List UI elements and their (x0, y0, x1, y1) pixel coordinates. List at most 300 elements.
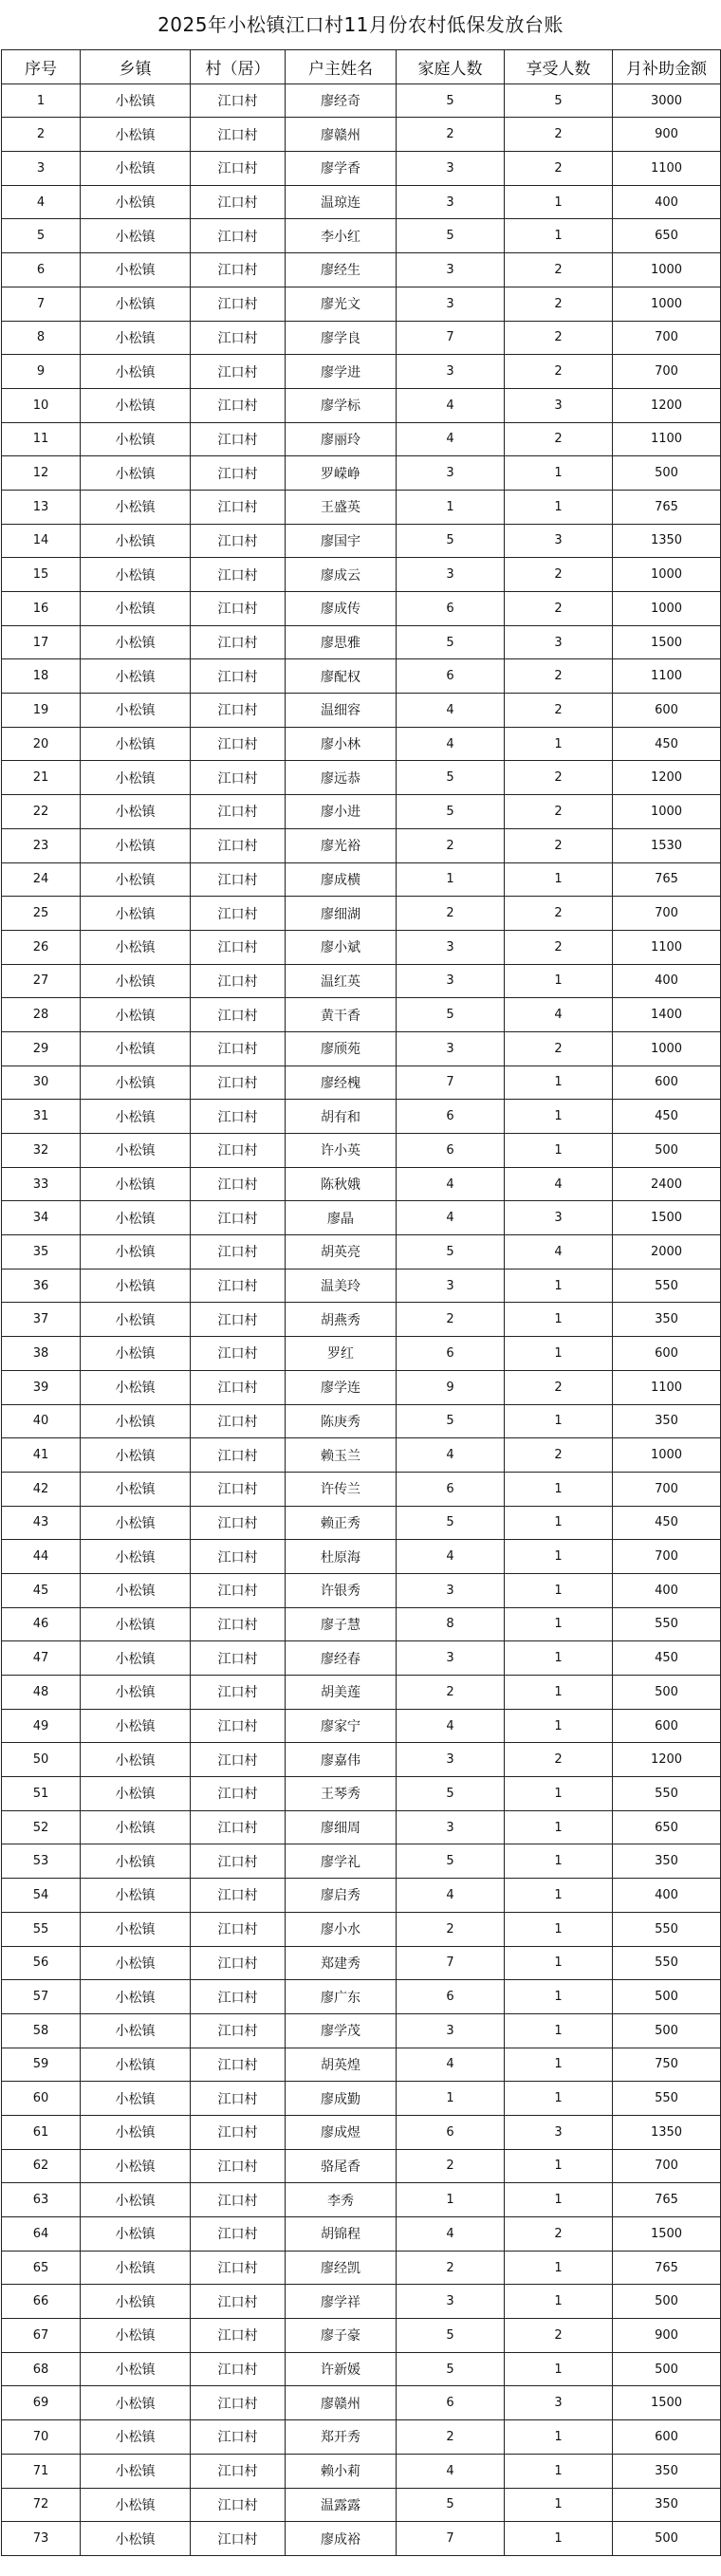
row-index-cell: 18 (2, 659, 81, 694)
row-beneficiaries-cell: 2 (505, 694, 613, 728)
row-township-cell: 小松镇 (81, 1777, 191, 1811)
row-monthly-amount-cell: 3000 (613, 83, 721, 118)
row-index-cell: 70 (2, 2420, 81, 2455)
row-village-cell: 江口村 (191, 185, 286, 219)
row-family-size-cell: 1 (397, 490, 505, 524)
row-householder-cell: 廖小林 (286, 727, 397, 761)
row-householder-cell: 廖子慧 (286, 1607, 397, 1641)
row-index-cell: 11 (2, 422, 81, 456)
table-row (2, 83, 721, 118)
row-householder-cell: 廖成云 (286, 558, 397, 592)
row-family-size-cell: 6 (397, 592, 505, 626)
row-monthly-amount-cell: 750 (613, 2048, 721, 2082)
row-index-cell: 31 (2, 1100, 81, 1134)
row-family-size-cell: 3 (397, 1031, 505, 1066)
row-beneficiaries-cell: 1 (505, 1100, 613, 1134)
row-family-size-cell: 5 (397, 795, 505, 829)
row-index-cell: 20 (2, 727, 81, 761)
row-index-cell: 61 (2, 2115, 81, 2149)
row-householder-cell: 许银秀 (286, 1573, 397, 1607)
row-village-cell: 江口村 (191, 761, 286, 795)
table-row (2, 355, 721, 389)
table-row (2, 1844, 721, 1879)
row-index-cell: 2 (2, 118, 81, 152)
row-township-cell: 小松镇 (81, 930, 191, 964)
row-township-cell: 小松镇 (81, 1540, 191, 1574)
row-index-cell: 60 (2, 2082, 81, 2116)
row-township-cell: 小松镇 (81, 625, 191, 659)
row-family-size-cell: 4 (397, 1201, 505, 1235)
row-beneficiaries-cell: 2 (505, 2217, 613, 2252)
row-householder-cell: 廖光裕 (286, 828, 397, 862)
row-beneficiaries-cell: 1 (505, 1777, 613, 1811)
row-householder-cell: 温美玲 (286, 1269, 397, 1303)
row-index-cell: 43 (2, 1506, 81, 1540)
row-beneficiaries-cell: 2 (505, 592, 613, 626)
row-township-cell: 小松镇 (81, 1573, 191, 1607)
row-beneficiaries-cell: 1 (505, 727, 613, 761)
table-row (2, 253, 721, 287)
row-householder-cell: 罗红 (286, 1337, 397, 1371)
table-row (2, 761, 721, 795)
column-header-monthly-amount: 月补助金额 (613, 50, 721, 84)
row-monthly-amount-cell: 700 (613, 321, 721, 355)
row-beneficiaries-cell: 5 (505, 83, 613, 118)
row-village-cell: 江口村 (191, 490, 286, 524)
row-householder-cell: 廖小进 (286, 795, 397, 829)
table-row (2, 998, 721, 1032)
row-monthly-amount-cell: 700 (613, 897, 721, 931)
row-index-cell: 67 (2, 2319, 81, 2353)
column-header-township: 乡镇 (81, 50, 191, 84)
row-village-cell: 江口村 (191, 1438, 286, 1473)
row-township-cell: 小松镇 (81, 321, 191, 355)
row-index-cell: 1 (2, 83, 81, 118)
row-beneficiaries-cell: 2 (505, 118, 613, 152)
row-family-size-cell: 2 (397, 2420, 505, 2455)
row-family-size-cell: 2 (397, 828, 505, 862)
row-township-cell: 小松镇 (81, 1031, 191, 1066)
row-monthly-amount-cell: 450 (613, 1506, 721, 1540)
row-index-cell: 35 (2, 1235, 81, 1269)
column-header-householder: 户主姓名 (286, 50, 397, 84)
row-family-size-cell: 3 (397, 1743, 505, 1777)
row-monthly-amount-cell: 450 (613, 1641, 721, 1676)
row-beneficiaries-cell: 1 (505, 1912, 613, 1946)
row-monthly-amount-cell: 1200 (613, 761, 721, 795)
row-index-cell: 49 (2, 1709, 81, 1743)
table-header-row (2, 50, 721, 84)
row-householder-cell: 廖学祥 (286, 2285, 397, 2319)
row-village-cell: 江口村 (191, 287, 286, 321)
row-family-size-cell: 3 (397, 287, 505, 321)
row-monthly-amount-cell: 400 (613, 185, 721, 219)
row-family-size-cell: 7 (397, 321, 505, 355)
row-township-cell: 小松镇 (81, 1404, 191, 1438)
row-family-size-cell: 4 (397, 2217, 505, 2252)
row-index-cell: 23 (2, 828, 81, 862)
row-monthly-amount-cell: 600 (613, 694, 721, 728)
row-village-cell: 江口村 (191, 524, 286, 558)
row-township-cell: 小松镇 (81, 1641, 191, 1676)
row-family-size-cell: 2 (397, 1303, 505, 1337)
row-monthly-amount-cell: 1000 (613, 795, 721, 829)
row-family-size-cell: 4 (397, 1438, 505, 1473)
row-householder-cell: 廖学良 (286, 321, 397, 355)
table-row (2, 2115, 721, 2149)
row-monthly-amount-cell: 2000 (613, 1235, 721, 1269)
table-row (2, 2251, 721, 2285)
row-beneficiaries-cell: 2 (505, 321, 613, 355)
row-monthly-amount-cell: 900 (613, 2319, 721, 2353)
row-index-cell: 36 (2, 1269, 81, 1303)
row-monthly-amount-cell: 650 (613, 219, 721, 253)
row-monthly-amount-cell: 500 (613, 456, 721, 491)
row-village-cell: 江口村 (191, 1743, 286, 1777)
row-village-cell: 江口村 (191, 2488, 286, 2522)
row-village-cell: 江口村 (191, 694, 286, 728)
table-row (2, 1573, 721, 1607)
table-row (2, 2285, 721, 2319)
row-beneficiaries-cell: 2 (505, 253, 613, 287)
row-monthly-amount-cell: 700 (613, 1472, 721, 1506)
row-family-size-cell: 5 (397, 2488, 505, 2522)
row-householder-cell: 郑开秀 (286, 2420, 397, 2455)
row-township-cell: 小松镇 (81, 1269, 191, 1303)
table-row (2, 152, 721, 186)
table-row (2, 2454, 721, 2488)
row-township-cell: 小松镇 (81, 1201, 191, 1235)
row-village-cell: 江口村 (191, 1777, 286, 1811)
row-index-cell: 32 (2, 1134, 81, 1168)
row-township-cell: 小松镇 (81, 1337, 191, 1371)
row-beneficiaries-cell: 2 (505, 1743, 613, 1777)
row-township-cell: 小松镇 (81, 2352, 191, 2386)
row-householder-cell: 温露露 (286, 2488, 397, 2522)
row-family-size-cell: 5 (397, 219, 505, 253)
row-township-cell: 小松镇 (81, 1810, 191, 1844)
row-beneficiaries-cell: 3 (505, 524, 613, 558)
row-monthly-amount-cell: 1350 (613, 524, 721, 558)
row-householder-cell: 许小英 (286, 1134, 397, 1168)
row-householder-cell: 胡英煌 (286, 2048, 397, 2082)
table-row (2, 2183, 721, 2217)
row-beneficiaries-cell: 2 (505, 287, 613, 321)
row-village-cell: 江口村 (191, 1709, 286, 1743)
row-village-cell: 江口村 (191, 321, 286, 355)
row-beneficiaries-cell: 1 (505, 2251, 613, 2285)
row-householder-cell: 廖远恭 (286, 761, 397, 795)
row-monthly-amount-cell: 350 (613, 2488, 721, 2522)
row-township-cell: 小松镇 (81, 185, 191, 219)
row-index-cell: 40 (2, 1404, 81, 1438)
row-beneficiaries-cell: 1 (505, 2454, 613, 2488)
table-row (2, 1506, 721, 1540)
row-family-size-cell: 2 (397, 1912, 505, 1946)
row-index-cell: 5 (2, 219, 81, 253)
row-village-cell: 江口村 (191, 659, 286, 694)
table-row (2, 964, 721, 998)
row-householder-cell: 廖学香 (286, 152, 397, 186)
row-beneficiaries-cell: 1 (505, 1066, 613, 1100)
row-beneficiaries-cell: 2 (505, 558, 613, 592)
row-township-cell: 小松镇 (81, 694, 191, 728)
row-monthly-amount-cell: 400 (613, 964, 721, 998)
row-index-cell: 45 (2, 1573, 81, 1607)
row-monthly-amount-cell: 1400 (613, 998, 721, 1032)
row-monthly-amount-cell: 550 (613, 2082, 721, 2116)
row-householder-cell: 杜原海 (286, 1540, 397, 1574)
table-row (2, 930, 721, 964)
row-beneficiaries-cell: 1 (505, 2285, 613, 2319)
row-monthly-amount-cell: 1100 (613, 930, 721, 964)
row-township-cell: 小松镇 (81, 1438, 191, 1473)
row-village-cell: 江口村 (191, 1201, 286, 1235)
row-index-cell: 37 (2, 1303, 81, 1337)
row-monthly-amount-cell: 1200 (613, 1743, 721, 1777)
table-row (2, 185, 721, 219)
row-beneficiaries-cell: 2 (505, 2319, 613, 2353)
row-township-cell: 小松镇 (81, 1980, 191, 2014)
row-monthly-amount-cell: 450 (613, 727, 721, 761)
row-index-cell: 48 (2, 1676, 81, 1710)
row-village-cell: 江口村 (191, 862, 286, 897)
row-beneficiaries-cell: 1 (505, 1303, 613, 1337)
row-beneficiaries-cell: 1 (505, 1879, 613, 1913)
row-index-cell: 51 (2, 1777, 81, 1811)
row-township-cell: 小松镇 (81, 1607, 191, 1641)
row-beneficiaries-cell: 1 (505, 219, 613, 253)
row-householder-cell: 廖成煜 (286, 2115, 397, 2149)
row-monthly-amount-cell: 350 (613, 1303, 721, 1337)
row-family-size-cell: 7 (397, 2522, 505, 2556)
table-row (2, 2352, 721, 2386)
row-township-cell: 小松镇 (81, 1912, 191, 1946)
row-monthly-amount-cell: 1350 (613, 2115, 721, 2149)
row-township-cell: 小松镇 (81, 490, 191, 524)
row-family-size-cell: 3 (397, 2285, 505, 2319)
row-index-cell: 68 (2, 2352, 81, 2386)
row-householder-cell: 廖细周 (286, 1810, 397, 1844)
row-family-size-cell: 3 (397, 355, 505, 389)
row-beneficiaries-cell: 1 (505, 1540, 613, 1574)
row-beneficiaries-cell: 1 (505, 456, 613, 491)
row-index-cell: 34 (2, 1201, 81, 1235)
table-row (2, 490, 721, 524)
table-row (2, 2082, 721, 2116)
row-monthly-amount-cell: 400 (613, 1573, 721, 1607)
row-family-size-cell: 6 (397, 1100, 505, 1134)
table-body (2, 83, 721, 2555)
row-monthly-amount-cell: 1500 (613, 2217, 721, 2252)
row-index-cell: 63 (2, 2183, 81, 2217)
row-family-size-cell: 6 (397, 1472, 505, 1506)
row-village-cell: 江口村 (191, 1404, 286, 1438)
row-beneficiaries-cell: 3 (505, 625, 613, 659)
table-row (2, 1438, 721, 1473)
row-family-size-cell: 4 (397, 2048, 505, 2082)
row-village-cell: 江口村 (191, 422, 286, 456)
row-township-cell: 小松镇 (81, 422, 191, 456)
row-village-cell: 江口村 (191, 1337, 286, 1371)
row-monthly-amount-cell: 600 (613, 1066, 721, 1100)
row-monthly-amount-cell: 700 (613, 2149, 721, 2183)
row-beneficiaries-cell: 2 (505, 795, 613, 829)
row-beneficiaries-cell: 1 (505, 1404, 613, 1438)
row-township-cell: 小松镇 (81, 2082, 191, 2116)
row-township-cell: 小松镇 (81, 2048, 191, 2082)
row-householder-cell: 廖学进 (286, 355, 397, 389)
table-row (2, 1167, 721, 1201)
row-family-size-cell: 4 (397, 727, 505, 761)
row-index-cell: 65 (2, 2251, 81, 2285)
row-beneficiaries-cell: 1 (505, 2048, 613, 2082)
table-row (2, 862, 721, 897)
row-township-cell: 小松镇 (81, 828, 191, 862)
table-row (2, 1235, 721, 1269)
row-village-cell: 江口村 (191, 1303, 286, 1337)
row-beneficiaries-cell: 3 (505, 388, 613, 422)
row-index-cell: 30 (2, 1066, 81, 1100)
row-monthly-amount-cell: 765 (613, 2251, 721, 2285)
row-householder-cell: 廖启秀 (286, 1879, 397, 1913)
row-index-cell: 21 (2, 761, 81, 795)
row-householder-cell: 陈庚秀 (286, 1404, 397, 1438)
row-householder-cell: 廖赣州 (286, 118, 397, 152)
row-township-cell: 小松镇 (81, 355, 191, 389)
row-monthly-amount-cell: 400 (613, 1879, 721, 1913)
row-township-cell: 小松镇 (81, 1676, 191, 1710)
row-beneficiaries-cell: 2 (505, 1031, 613, 1066)
row-family-size-cell: 1 (397, 862, 505, 897)
table-row (2, 1337, 721, 1371)
row-beneficiaries-cell: 3 (505, 1201, 613, 1235)
document-title: 2025年小松镇江口村11月份农村低保发放台账 (157, 13, 564, 36)
row-township-cell: 小松镇 (81, 1167, 191, 1201)
row-township-cell: 小松镇 (81, 1370, 191, 1404)
row-monthly-amount-cell: 1100 (613, 1370, 721, 1404)
row-index-cell: 54 (2, 1879, 81, 1913)
row-monthly-amount-cell: 500 (613, 1980, 721, 2014)
row-family-size-cell: 2 (397, 1676, 505, 1710)
row-family-size-cell: 5 (397, 1235, 505, 1269)
row-family-size-cell: 5 (397, 1777, 505, 1811)
row-beneficiaries-cell: 1 (505, 1573, 613, 1607)
row-index-cell: 25 (2, 897, 81, 931)
row-village-cell: 江口村 (191, 2183, 286, 2217)
row-township-cell: 小松镇 (81, 152, 191, 186)
row-village-cell: 江口村 (191, 1506, 286, 1540)
row-village-cell: 江口村 (191, 1066, 286, 1100)
table-row (2, 321, 721, 355)
row-family-size-cell: 4 (397, 388, 505, 422)
row-village-cell: 江口村 (191, 456, 286, 491)
table-row (2, 1540, 721, 1574)
row-householder-cell: 廖经春 (286, 1641, 397, 1676)
row-householder-cell: 廖学标 (286, 388, 397, 422)
row-family-size-cell: 3 (397, 1573, 505, 1607)
row-village-cell: 江口村 (191, 998, 286, 1032)
table-row (2, 1100, 721, 1134)
row-family-size-cell: 1 (397, 2082, 505, 2116)
row-village-cell: 江口村 (191, 2522, 286, 2556)
table-row (2, 1676, 721, 1710)
table-row (2, 1303, 721, 1337)
row-index-cell: 13 (2, 490, 81, 524)
row-beneficiaries-cell: 1 (505, 1337, 613, 1371)
table-row (2, 1066, 721, 1100)
row-family-size-cell: 6 (397, 1337, 505, 1371)
row-householder-cell: 廖经生 (286, 253, 397, 287)
table-row (2, 828, 721, 862)
row-beneficiaries-cell: 2 (505, 1370, 613, 1404)
row-village-cell: 江口村 (191, 2149, 286, 2183)
row-village-cell: 江口村 (191, 2386, 286, 2420)
row-index-cell: 59 (2, 2048, 81, 2082)
row-monthly-amount-cell: 765 (613, 862, 721, 897)
row-index-cell: 26 (2, 930, 81, 964)
row-monthly-amount-cell: 600 (613, 1709, 721, 1743)
table-row (2, 1134, 721, 1168)
row-village-cell: 江口村 (191, 1031, 286, 1066)
row-township-cell: 小松镇 (81, 2013, 191, 2048)
row-township-cell: 小松镇 (81, 83, 191, 118)
table-row (2, 388, 721, 422)
row-township-cell: 小松镇 (81, 1709, 191, 1743)
table-row (2, 1946, 721, 1980)
row-family-size-cell: 1 (397, 2183, 505, 2217)
row-beneficiaries-cell: 1 (505, 2149, 613, 2183)
table-row (2, 1201, 721, 1235)
row-village-cell: 江口村 (191, 1134, 286, 1168)
row-village-cell: 江口村 (191, 1912, 286, 1946)
row-beneficiaries-cell: 1 (505, 862, 613, 897)
row-householder-cell: 赖小莉 (286, 2454, 397, 2488)
row-township-cell: 小松镇 (81, 2217, 191, 2252)
row-index-cell: 39 (2, 1370, 81, 1404)
row-householder-cell: 廖细湖 (286, 897, 397, 931)
row-householder-cell: 李小红 (286, 219, 397, 253)
row-family-size-cell: 4 (397, 422, 505, 456)
row-village-cell: 江口村 (191, 727, 286, 761)
row-township-cell: 小松镇 (81, 2420, 191, 2455)
row-family-size-cell: 2 (397, 2149, 505, 2183)
row-monthly-amount-cell: 600 (613, 1337, 721, 1371)
row-beneficiaries-cell: 2 (505, 422, 613, 456)
row-family-size-cell: 7 (397, 1066, 505, 1100)
row-index-cell: 4 (2, 185, 81, 219)
table-row (2, 118, 721, 152)
row-family-size-cell: 4 (397, 1167, 505, 1201)
row-township-cell: 小松镇 (81, 1472, 191, 1506)
row-monthly-amount-cell: 1000 (613, 558, 721, 592)
row-monthly-amount-cell: 1000 (613, 1438, 721, 1473)
row-village-cell: 江口村 (191, 118, 286, 152)
column-header-family-size: 家庭人数 (397, 50, 505, 84)
row-township-cell: 小松镇 (81, 897, 191, 931)
row-village-cell: 江口村 (191, 1472, 286, 1506)
row-township-cell: 小松镇 (81, 998, 191, 1032)
row-township-cell: 小松镇 (81, 2522, 191, 2556)
row-family-size-cell: 5 (397, 1404, 505, 1438)
row-township-cell: 小松镇 (81, 456, 191, 491)
table-row (2, 2048, 721, 2082)
row-family-size-cell: 5 (397, 761, 505, 795)
row-family-size-cell: 3 (397, 1810, 505, 1844)
row-index-cell: 41 (2, 1438, 81, 1473)
row-householder-cell: 廖小水 (286, 1912, 397, 1946)
row-householder-cell: 廖成传 (286, 592, 397, 626)
